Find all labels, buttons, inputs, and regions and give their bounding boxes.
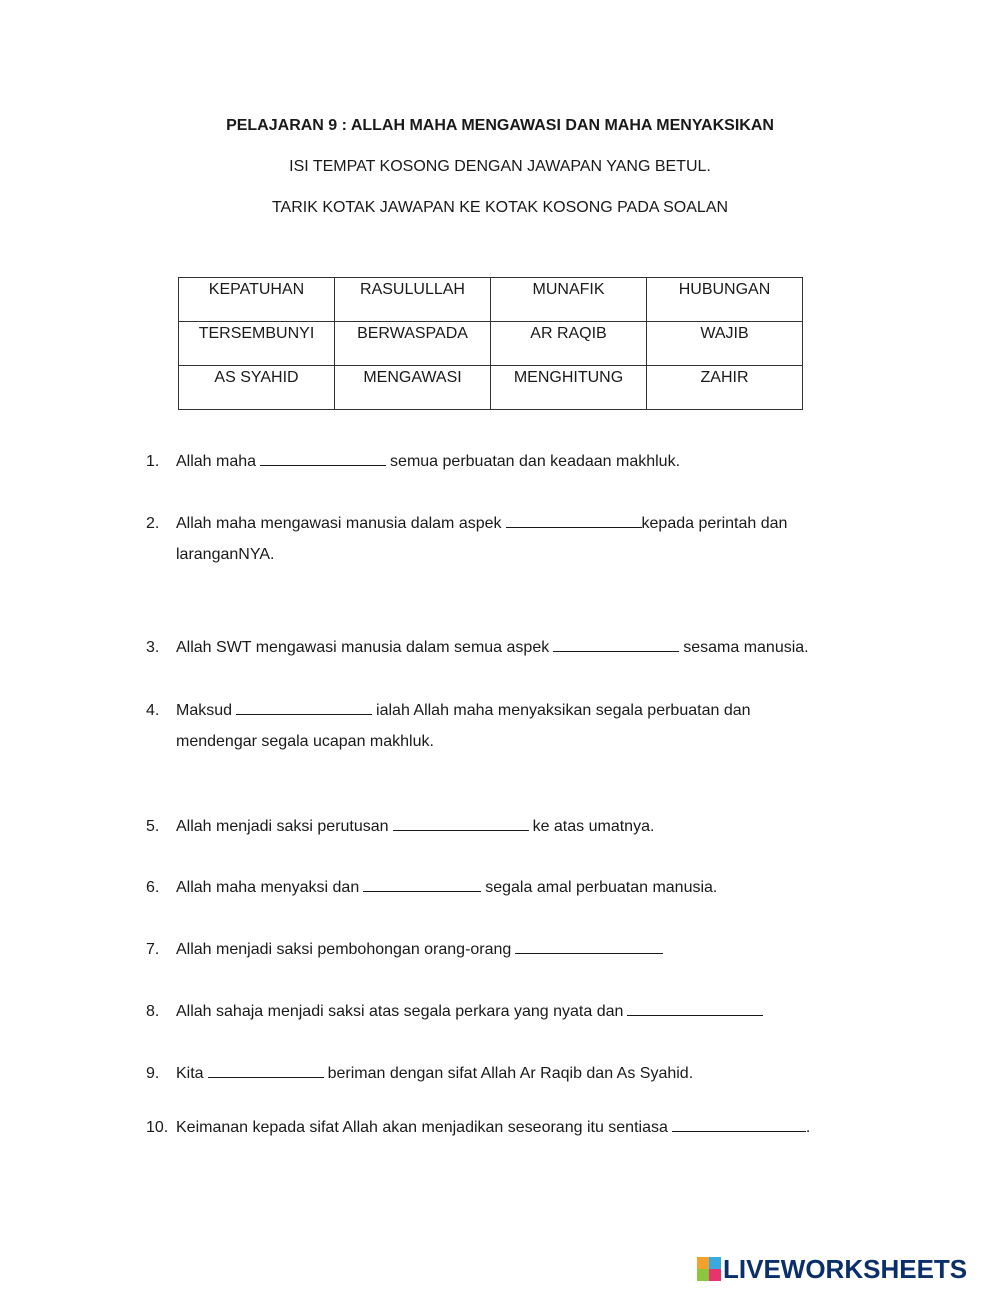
question-text: Allah maha mengawasi manusia dalam aspek (176, 515, 502, 532)
question-number: 5. (146, 818, 160, 835)
liveworksheets-logo (697, 1252, 967, 1286)
answer-blank-2[interactable] (506, 509, 642, 528)
question-5 (146, 811, 886, 842)
question-number: 7. (146, 941, 160, 958)
answer-row (179, 322, 803, 366)
question-2 (146, 508, 858, 570)
question-7 (146, 934, 886, 965)
question-number: 9. (146, 1065, 160, 1082)
question-text: semua perbuatan dan keadaan makhluk. (390, 453, 681, 470)
logo-text: LIVEWORKSHEETS (723, 1253, 968, 1284)
question-number: 3. (146, 639, 160, 656)
question-10 (146, 1112, 886, 1143)
question-1 (146, 446, 886, 477)
answer-box-ar-raqib[interactable]: AR RAQIB (491, 322, 647, 366)
question-text: Allah SWT mengawasi manusia dalam semua aspek (176, 639, 550, 656)
question-text: . (805, 1119, 811, 1136)
answer-bank-table (178, 277, 803, 410)
answer-box-kepatuhan[interactable]: KEPATUHAN (179, 278, 335, 322)
question-number: 4. (146, 702, 160, 719)
question-4 (146, 695, 826, 757)
question-text: kepada perintah dan laranganNYA. (176, 515, 788, 563)
answer-blank-8[interactable] (627, 997, 763, 1016)
question-text: Allah maha menyaksi dan (176, 879, 360, 896)
answer-box-zahir[interactable]: ZAHIR (647, 366, 803, 410)
question-6 (146, 872, 886, 903)
answer-box-wajib[interactable]: WAJIB (647, 322, 803, 366)
logo-square (697, 1257, 709, 1269)
question-text: beriman dengan sifat Allah Ar Raqib dan As Syahid. (327, 1065, 694, 1082)
answer-box-menghitung[interactable]: MENGHITUNG (491, 366, 647, 410)
question-text: Kita (176, 1065, 204, 1082)
question-3 (146, 632, 886, 663)
question-text: Maksud (176, 702, 233, 719)
answer-blank-7[interactable] (515, 935, 663, 954)
answer-blank-10[interactable] (672, 1113, 806, 1132)
answer-box-tersembunyi[interactable]: TERSEMBUNYI (179, 322, 335, 366)
question-text: Keimanan kepada sifat Allah akan menjadikan seseorang itu sentiasa (176, 1119, 668, 1136)
answer-box-munafik[interactable]: MUNAFIK (491, 278, 647, 322)
question-number: 6. (146, 879, 160, 896)
logo-square (709, 1269, 721, 1281)
answer-blank-1[interactable] (260, 447, 386, 466)
question-9 (146, 1058, 886, 1089)
question-text: Allah menjadi saksi pembohongan orang-orang (176, 941, 512, 958)
answer-blank-4[interactable] (236, 696, 372, 715)
liveworksheets-logo-icon (697, 1257, 721, 1281)
logo-square (709, 1257, 721, 1269)
answer-blank-9[interactable] (208, 1059, 324, 1078)
answer-blank-6[interactable] (363, 873, 481, 892)
answer-row (179, 366, 803, 410)
question-8 (146, 996, 886, 1027)
answer-box-hubungan[interactable]: HUBUNGAN (647, 278, 803, 322)
answer-box-as-syahid[interactable]: AS SYAHID (179, 366, 335, 410)
answer-blank-5[interactable] (393, 812, 529, 831)
question-text: Allah menjadi saksi perutusan (176, 818, 389, 835)
answer-row (179, 278, 803, 322)
question-text: ialah Allah maha menyaksikan segala perbuatan dan mendengar segala ucapan makhluk. (176, 702, 751, 750)
question-number: 8. (146, 1003, 160, 1020)
answer-box-rasulullah[interactable]: RASULULLAH (335, 278, 491, 322)
worksheet-title: PELAJARAN 9 : ALLAH MAHA MENGAWASI DAN MAHA MENYAKSIKAN (226, 117, 774, 134)
instruction-drag-boxes: TARIK KOTAK JAWAPAN KE KOTAK KOSONG PADA SOALAN (271, 199, 729, 216)
question-text: segala amal perbuatan manusia. (485, 879, 718, 896)
question-text: Allah sahaja menjadi saksi atas segala perkara yang nyata dan (176, 1003, 624, 1020)
question-number: 1. (146, 453, 160, 470)
instruction-fill-blanks: ISI TEMPAT KOSONG DENGAN JAWAPAN YANG BETUL. (289, 158, 711, 175)
question-text: sesama manusia. (683, 639, 809, 656)
answer-blank-3[interactable] (553, 633, 679, 652)
question-number: 10. (146, 1119, 169, 1136)
answer-box-mengawasi[interactable]: MENGAWASI (335, 366, 491, 410)
question-text: Allah maha (176, 453, 257, 470)
question-text: ke atas umatnya. (532, 818, 655, 835)
answer-box-berwaspada[interactable]: BERWASPADA (335, 322, 491, 366)
logo-square (697, 1269, 709, 1281)
question-number: 2. (146, 515, 160, 532)
